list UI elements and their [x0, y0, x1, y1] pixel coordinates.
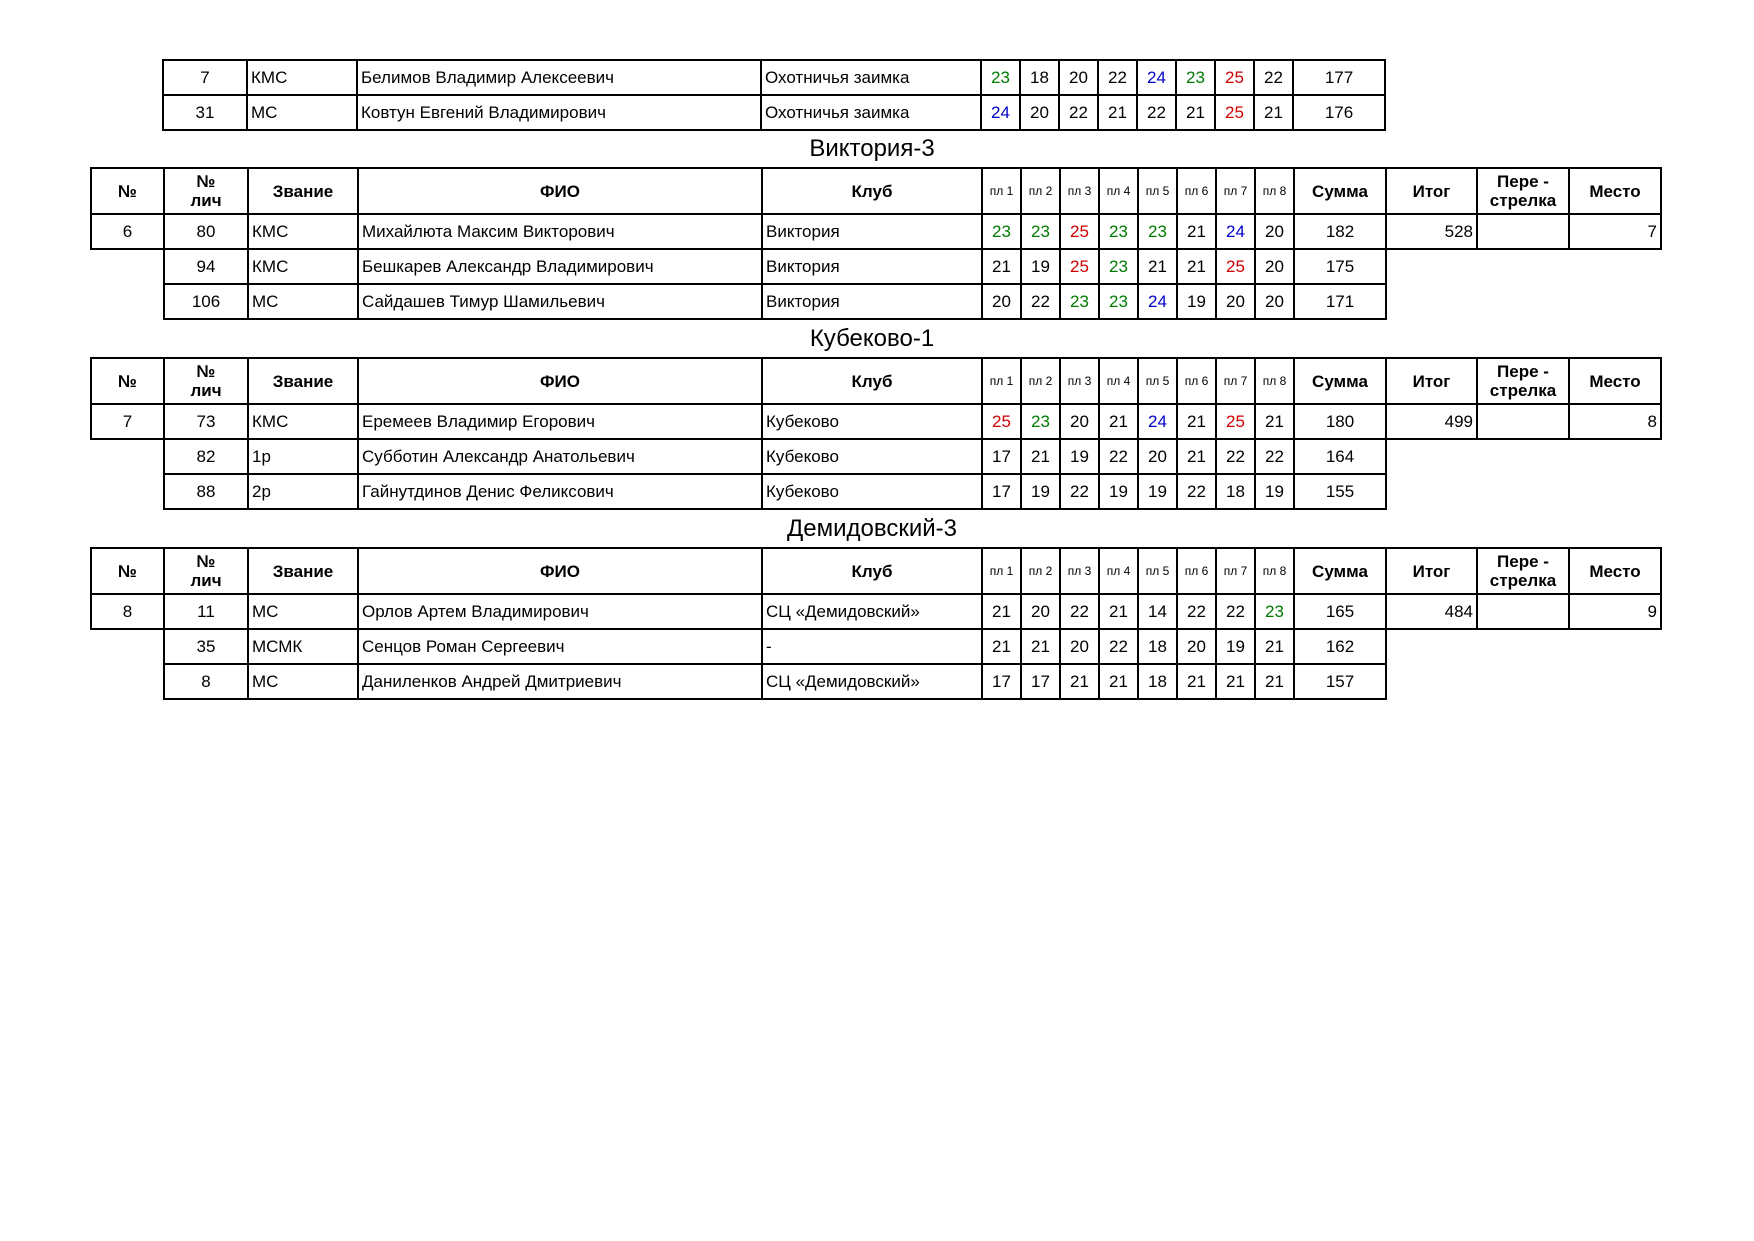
- column-header: пл 3: [1060, 358, 1099, 404]
- platform-2-score: 23: [1021, 404, 1060, 439]
- column-header: Место: [1569, 548, 1661, 594]
- empty-cell: [91, 249, 164, 284]
- license-number-cell: 7: [163, 60, 247, 95]
- license-number-cell: 80: [164, 214, 248, 249]
- column-header: пл 2: [1021, 548, 1060, 594]
- platform-8-score: 20: [1255, 214, 1294, 249]
- column-header: № лич: [164, 548, 248, 594]
- platform-7-score: 22: [1216, 439, 1255, 474]
- athlete-name-cell: Сайдашев Тимур Шамильевич: [358, 284, 762, 319]
- empty-cell: [1386, 629, 1477, 664]
- club-cell: Охотничья заимка: [761, 95, 981, 130]
- platform-2-score: 19: [1021, 249, 1060, 284]
- reshoot-cell: [1477, 214, 1569, 249]
- platform-5-score: 14: [1138, 594, 1177, 629]
- empty-cell: [1386, 284, 1477, 319]
- empty-cell: [1386, 439, 1477, 474]
- empty-cell: [91, 474, 164, 509]
- platform-2-score: 20: [1020, 95, 1059, 130]
- team-number-cell: 7: [91, 404, 164, 439]
- athlete-name-cell: Субботин Александр Анатольевич: [358, 439, 762, 474]
- team-results-table: [90, 357, 1662, 510]
- table-row: [91, 474, 1661, 509]
- license-number-cell: 35: [164, 629, 248, 664]
- athlete-name-cell: Еремеев Владимир Егорович: [358, 404, 762, 439]
- column-header: Звание: [248, 358, 358, 404]
- club-cell: Кубеково: [762, 474, 982, 509]
- license-number-cell: 106: [164, 284, 248, 319]
- column-header: № лич: [164, 168, 248, 214]
- column-header: пл 3: [1060, 548, 1099, 594]
- platform-4-score: 21: [1099, 664, 1138, 699]
- platform-4-score: 21: [1098, 95, 1137, 130]
- platform-6-score: 21: [1177, 664, 1216, 699]
- empty-cell: [1477, 474, 1569, 509]
- platform-6-score: 21: [1177, 404, 1216, 439]
- platform-8-score: 21: [1255, 664, 1294, 699]
- column-header: Сумма: [1294, 548, 1386, 594]
- empty-cell: [1385, 95, 1476, 130]
- sum-cell: 157: [1294, 664, 1386, 699]
- column-header: №: [91, 548, 164, 594]
- platform-3-score: 19: [1060, 439, 1099, 474]
- athlete-name-cell: Бешкарев Александр Владимирович: [358, 249, 762, 284]
- column-header: пл 7: [1216, 358, 1255, 404]
- platform-4-score: 23: [1099, 249, 1138, 284]
- rank-cell: МС: [247, 95, 357, 130]
- club-cell: Кубеково: [762, 404, 982, 439]
- platform-7-score: 21: [1216, 664, 1255, 699]
- column-header: №: [91, 168, 164, 214]
- header-row: [91, 548, 1661, 594]
- platform-5-score: 24: [1138, 404, 1177, 439]
- rank-cell: МС: [248, 284, 358, 319]
- table-row: [91, 664, 1661, 699]
- empty-cell: [1569, 249, 1661, 284]
- platform-7-score: 19: [1216, 629, 1255, 664]
- platform-7-score: 20: [1216, 284, 1255, 319]
- empty-cell: [1386, 664, 1477, 699]
- column-header: ФИО: [358, 548, 762, 594]
- platform-1-score: 20: [982, 284, 1021, 319]
- sum-cell: 155: [1294, 474, 1386, 509]
- empty-cell: [91, 664, 164, 699]
- sum-cell: 175: [1294, 249, 1386, 284]
- platform-5-score: 20: [1138, 439, 1177, 474]
- club-cell: СЦ «Демидовский»: [762, 594, 982, 629]
- license-number-cell: 31: [163, 95, 247, 130]
- column-header: Сумма: [1294, 358, 1386, 404]
- table-row: [91, 284, 1661, 319]
- athlete-name-cell: Ковтун Евгений Владимирович: [357, 95, 761, 130]
- table-row: [90, 95, 1660, 130]
- license-number-cell: 8: [164, 664, 248, 699]
- column-header: пл 2: [1021, 358, 1060, 404]
- column-header: пл 8: [1255, 358, 1294, 404]
- athlete-name-cell: Даниленков Андрей Дмитриевич: [358, 664, 762, 699]
- rank-cell: 1р: [248, 439, 358, 474]
- platform-1-score: 23: [982, 214, 1021, 249]
- platform-8-score: 20: [1255, 249, 1294, 284]
- reshoot-cell: [1477, 404, 1569, 439]
- column-header: пл 3: [1060, 168, 1099, 214]
- club-cell: Виктория: [762, 249, 982, 284]
- platform-3-score: 25: [1060, 214, 1099, 249]
- empty-cell: [1476, 60, 1568, 95]
- column-header: Место: [1569, 168, 1661, 214]
- team-total-cell: 484: [1386, 594, 1477, 629]
- athlete-name-cell: Гайнутдинов Денис Феликсович: [358, 474, 762, 509]
- table-row: [91, 404, 1661, 439]
- column-header: пл 7: [1216, 548, 1255, 594]
- platform-8-score: 22: [1254, 60, 1293, 95]
- athlete-name-cell: Белимов Владимир Алексеевич: [357, 60, 761, 95]
- license-number-cell: 11: [164, 594, 248, 629]
- column-header: пл 6: [1177, 358, 1216, 404]
- sum-cell: 182: [1294, 214, 1386, 249]
- team-total-cell: 499: [1386, 404, 1477, 439]
- column-header: №: [91, 358, 164, 404]
- platform-1-score: 25: [982, 404, 1021, 439]
- platform-5-score: 21: [1138, 249, 1177, 284]
- empty-cell: [1568, 60, 1660, 95]
- platform-2-score: 23: [1021, 214, 1060, 249]
- platform-7-score: 18: [1216, 474, 1255, 509]
- license-number-cell: 88: [164, 474, 248, 509]
- place-cell: 7: [1569, 214, 1661, 249]
- column-header: пл 2: [1021, 168, 1060, 214]
- empty-cell: [91, 284, 164, 319]
- place-cell: 8: [1569, 404, 1661, 439]
- platform-8-score: 20: [1255, 284, 1294, 319]
- platform-2-score: 19: [1021, 474, 1060, 509]
- platform-8-score: 22: [1255, 439, 1294, 474]
- column-header: Сумма: [1294, 168, 1386, 214]
- platform-3-score: 20: [1060, 404, 1099, 439]
- platform-1-score: 24: [981, 95, 1020, 130]
- empty-cell: [1386, 474, 1477, 509]
- column-header: Итог: [1386, 168, 1477, 214]
- empty-cell: [1477, 439, 1569, 474]
- platform-1-score: 21: [982, 594, 1021, 629]
- platform-5-score: 24: [1138, 284, 1177, 319]
- column-header: пл 5: [1138, 358, 1177, 404]
- sum-cell: 177: [1293, 60, 1385, 95]
- column-header: Клуб: [762, 548, 982, 594]
- platform-3-score: 21: [1060, 664, 1099, 699]
- license-number-cell: 82: [164, 439, 248, 474]
- platform-3-score: 22: [1060, 594, 1099, 629]
- column-header: пл 8: [1255, 168, 1294, 214]
- rank-cell: КМС: [248, 404, 358, 439]
- column-header: Пере - стрелка: [1477, 358, 1569, 404]
- header-row: [91, 168, 1661, 214]
- platform-6-score: 21: [1177, 249, 1216, 284]
- platform-4-score: 23: [1099, 284, 1138, 319]
- club-cell: Охотничья заимка: [761, 60, 981, 95]
- rank-cell: КМС: [247, 60, 357, 95]
- sum-cell: 176: [1293, 95, 1385, 130]
- column-header: пл 1: [982, 358, 1021, 404]
- team-title: Демидовский-3: [787, 515, 957, 542]
- platform-2-score: 17: [1021, 664, 1060, 699]
- empty-cell: [1569, 664, 1661, 699]
- platform-4-score: 21: [1099, 404, 1138, 439]
- column-header: № лич: [164, 358, 248, 404]
- platform-7-score: 25: [1216, 249, 1255, 284]
- table-row: [91, 439, 1661, 474]
- club-cell: Виктория: [762, 214, 982, 249]
- column-header: Клуб: [762, 168, 982, 214]
- column-header: Звание: [248, 548, 358, 594]
- empty-cell: [90, 60, 163, 95]
- platform-5-score: 18: [1138, 664, 1177, 699]
- platform-6-score: 22: [1177, 594, 1216, 629]
- empty-cell: [91, 629, 164, 664]
- platform-6-score: 22: [1177, 474, 1216, 509]
- empty-cell: [1568, 95, 1660, 130]
- club-cell: Кубеково: [762, 439, 982, 474]
- column-header: пл 1: [982, 548, 1021, 594]
- platform-1-score: 17: [982, 439, 1021, 474]
- platform-2-score: 22: [1021, 284, 1060, 319]
- rank-cell: МСМК: [248, 629, 358, 664]
- platform-4-score: 22: [1099, 629, 1138, 664]
- team-results-table: [90, 167, 1662, 320]
- column-header: Пере - стрелка: [1477, 168, 1569, 214]
- club-cell: Виктория: [762, 284, 982, 319]
- platform-1-score: 17: [982, 664, 1021, 699]
- platform-1-score: 17: [982, 474, 1021, 509]
- empty-cell: [1477, 249, 1569, 284]
- sum-cell: 164: [1294, 439, 1386, 474]
- platform-4-score: 19: [1099, 474, 1138, 509]
- platform-4-score: 22: [1098, 60, 1137, 95]
- empty-cell: [91, 439, 164, 474]
- platform-7-score: 24: [1216, 214, 1255, 249]
- column-header: Звание: [248, 168, 358, 214]
- empty-cell: [1477, 664, 1569, 699]
- reshoot-cell: [1477, 594, 1569, 629]
- sum-cell: 162: [1294, 629, 1386, 664]
- column-header: пл 6: [1177, 168, 1216, 214]
- column-header: пл 5: [1138, 168, 1177, 214]
- empty-cell: [1569, 284, 1661, 319]
- empty-cell: [1569, 629, 1661, 664]
- license-number-cell: 73: [164, 404, 248, 439]
- team-title: Виктория-3: [809, 135, 935, 162]
- platform-2-score: 18: [1020, 60, 1059, 95]
- platform-5-score: 23: [1138, 214, 1177, 249]
- platform-3-score: 25: [1060, 249, 1099, 284]
- platform-8-score: 21: [1255, 629, 1294, 664]
- platform-1-score: 21: [982, 249, 1021, 284]
- platform-3-score: 23: [1060, 284, 1099, 319]
- empty-cell: [1477, 629, 1569, 664]
- platform-6-score: 23: [1176, 60, 1215, 95]
- rank-cell: МС: [248, 594, 358, 629]
- rank-cell: КМС: [248, 249, 358, 284]
- column-header: Итог: [1386, 548, 1477, 594]
- platform-6-score: 19: [1177, 284, 1216, 319]
- rank-cell: МС: [248, 664, 358, 699]
- empty-cell: [1386, 249, 1477, 284]
- column-header: ФИО: [358, 358, 762, 404]
- platform-5-score: 19: [1138, 474, 1177, 509]
- table-row: [91, 249, 1661, 284]
- club-cell: СЦ «Демидовский»: [762, 664, 982, 699]
- platform-3-score: 20: [1060, 629, 1099, 664]
- column-header: пл 6: [1177, 548, 1216, 594]
- place-cell: 9: [1569, 594, 1661, 629]
- platform-6-score: 21: [1176, 95, 1215, 130]
- table-row: [90, 60, 1660, 95]
- platform-7-score: 22: [1216, 594, 1255, 629]
- header-row: [91, 358, 1661, 404]
- platform-6-score: 21: [1177, 439, 1216, 474]
- team-total-cell: 528: [1386, 214, 1477, 249]
- athlete-name-cell: Сенцов Роман Сергеевич: [358, 629, 762, 664]
- platform-8-score: 19: [1255, 474, 1294, 509]
- platform-3-score: 22: [1060, 474, 1099, 509]
- column-header: пл 5: [1138, 548, 1177, 594]
- platform-3-score: 20: [1059, 60, 1098, 95]
- platform-5-score: 18: [1138, 629, 1177, 664]
- empty-cell: [90, 95, 163, 130]
- column-header: Пере - стрелка: [1477, 548, 1569, 594]
- rank-cell: КМС: [248, 214, 358, 249]
- empty-cell: [1569, 439, 1661, 474]
- team-title: Кубеково-1: [809, 325, 935, 352]
- column-header: ФИО: [358, 168, 762, 214]
- empty-cell: [1385, 60, 1476, 95]
- column-header: пл 4: [1099, 548, 1138, 594]
- team-number-cell: 8: [91, 594, 164, 629]
- rank-cell: 2р: [248, 474, 358, 509]
- column-header: Клуб: [762, 358, 982, 404]
- platform-8-score: 21: [1254, 95, 1293, 130]
- team-number-cell: 6: [91, 214, 164, 249]
- continuation-table: [90, 59, 1661, 131]
- team-results-table: [90, 547, 1662, 700]
- platform-2-score: 21: [1021, 629, 1060, 664]
- platform-2-score: 20: [1021, 594, 1060, 629]
- column-header: пл 7: [1216, 168, 1255, 214]
- platform-7-score: 25: [1215, 95, 1254, 130]
- column-header: пл 1: [982, 168, 1021, 214]
- athlete-name-cell: Орлов Артем Владимирович: [358, 594, 762, 629]
- platform-6-score: 21: [1177, 214, 1216, 249]
- column-header: Итог: [1386, 358, 1477, 404]
- platform-3-score: 22: [1059, 95, 1098, 130]
- platform-2-score: 21: [1021, 439, 1060, 474]
- table-row: [91, 629, 1661, 664]
- platform-8-score: 21: [1255, 404, 1294, 439]
- table-row: [91, 214, 1661, 249]
- sum-cell: 180: [1294, 404, 1386, 439]
- platform-4-score: 21: [1099, 594, 1138, 629]
- platform-8-score: 23: [1255, 594, 1294, 629]
- empty-cell: [1477, 284, 1569, 319]
- platform-7-score: 25: [1215, 60, 1254, 95]
- column-header: пл 4: [1099, 168, 1138, 214]
- empty-cell: [1569, 474, 1661, 509]
- platform-1-score: 21: [982, 629, 1021, 664]
- platform-1-score: 23: [981, 60, 1020, 95]
- platform-4-score: 22: [1099, 439, 1138, 474]
- license-number-cell: 94: [164, 249, 248, 284]
- column-header: Место: [1569, 358, 1661, 404]
- sum-cell: 165: [1294, 594, 1386, 629]
- athlete-name-cell: Михайлюта Максим Викторович: [358, 214, 762, 249]
- table-row: [91, 594, 1661, 629]
- platform-6-score: 20: [1177, 629, 1216, 664]
- platform-5-score: 24: [1137, 60, 1176, 95]
- platform-5-score: 22: [1137, 95, 1176, 130]
- sum-cell: 171: [1294, 284, 1386, 319]
- platform-4-score: 23: [1099, 214, 1138, 249]
- empty-cell: [1476, 95, 1568, 130]
- column-header: пл 8: [1255, 548, 1294, 594]
- club-cell: -: [762, 629, 982, 664]
- platform-7-score: 25: [1216, 404, 1255, 439]
- column-header: пл 4: [1099, 358, 1138, 404]
